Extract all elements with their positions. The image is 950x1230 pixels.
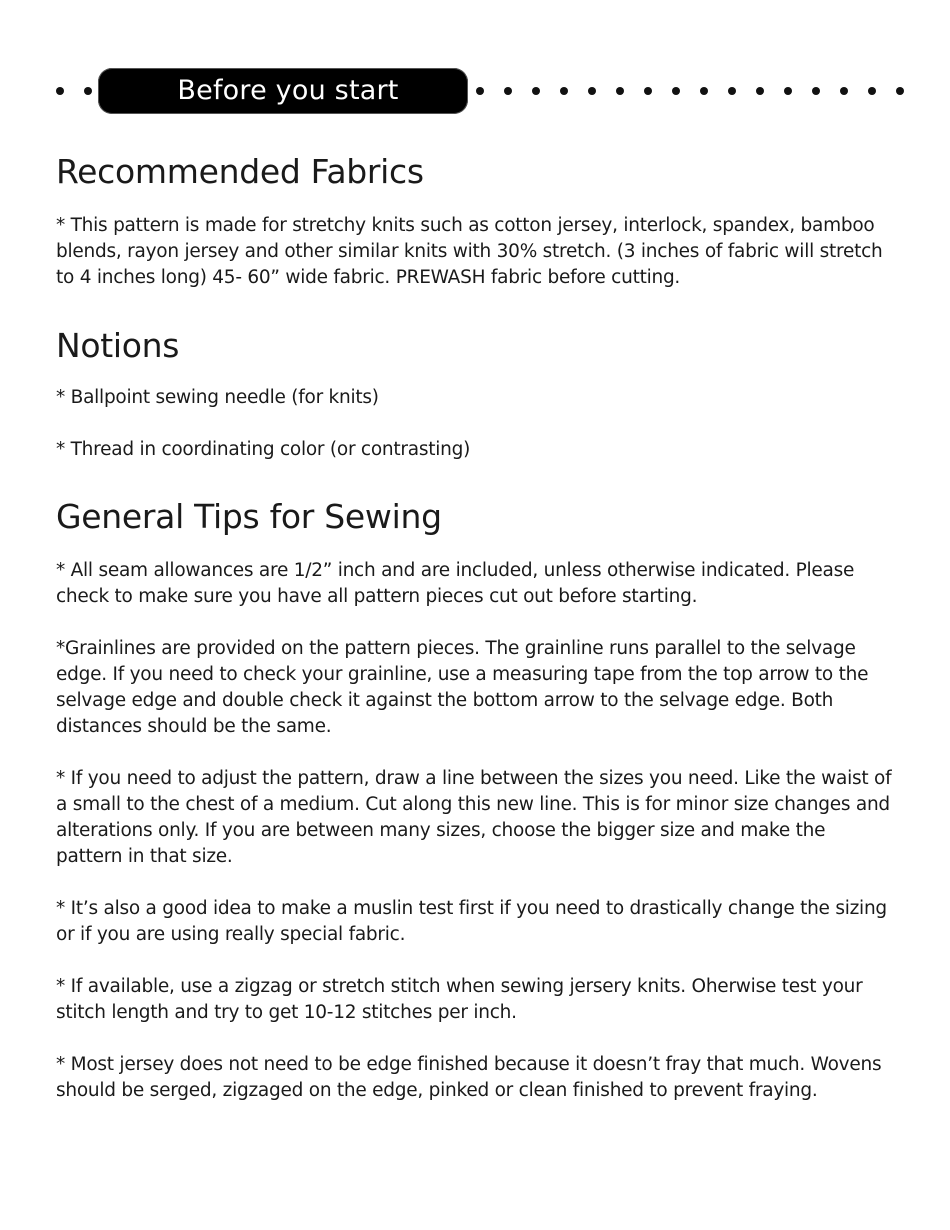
notion-item: * Thread in coordinating color (or contrasting) (56, 439, 471, 460)
bullet-dot-decoration (56, 87, 64, 95)
tip-paragraph: * If you need to adjust the pattern, draw a line between the sizes you need. Like the waist of a small to the chest of a medium. Cut along this new line. This is for minor size changes and alterations only. If you are between many sizes, choose the bigger size and make the pattern in that size. (56, 768, 892, 867)
fabrics-paragraph: * This pattern is made for stretchy knits such as cotton jersey, interlock, spandex, bamboo blends, rayon jersey and other similar knits with 30% stretch. (3 inches of fabric will stretch to 4 inches long) 45- 60” wide fabric. PREWASH fabric before cutting. (56, 215, 883, 288)
bullet-dot-decoration (868, 87, 876, 95)
tip-paragraph: * All seam allowances are 1/2” inch and are included, unless otherwise indicated. Please check to make sure you have all pattern pieces cut out before starting. (56, 560, 855, 607)
tip-paragraph: * Most jersey does not need to be edge finished because it doesn’t fray that much. Wovens should be serged, zigzaged on the edge, pinked or clean finished to prevent fraying. (56, 1054, 882, 1101)
bullet-dot-decoration (532, 87, 540, 95)
bullet-dot-decoration (84, 87, 92, 95)
heading-recommended-fabrics: Recommended Fabrics (56, 152, 424, 191)
tip-paragraph: * If available, use a zigzag or stretch stitch when sewing jersery knits. Oherwise test your stitch length and try to get 10-12 stitches per inch. (56, 976, 863, 1023)
tip-paragraph: *Grainlines are provided on the pattern pieces. The grainline runs parallel to the selvage edge. If you need to check your grainline, use a measuring tape from the top arrow to the selvage edge and double check it against the bottom arrow to the selvage edge. Both distances should be the same. (56, 638, 869, 737)
bullet-dot-decoration (784, 87, 792, 95)
banner-pill (98, 68, 468, 114)
bullet-dot-decoration (560, 87, 568, 95)
bullet-dot-decoration (616, 87, 624, 95)
section-banner (0, 66, 950, 116)
bullet-dot-decoration (700, 87, 708, 95)
bullet-dot-decoration (840, 87, 848, 95)
heading-notions: Notions (56, 326, 180, 365)
bullet-dot-decoration (728, 87, 736, 95)
bullet-dot-decoration (756, 87, 764, 95)
bullet-dot-decoration (588, 87, 596, 95)
bullet-dot-decoration (896, 87, 904, 95)
tip-paragraph: * It’s also a good idea to make a muslin test first if you need to drastically change the sizing or if you are using really special fabric. (56, 898, 887, 945)
bullet-dot-decoration (672, 87, 680, 95)
banner-title: Before you start (177, 75, 399, 106)
bullet-dot-decoration (812, 87, 820, 95)
notion-item: * Ballpoint sewing needle (for knits) (56, 387, 379, 408)
bullet-dot-decoration (476, 87, 484, 95)
document-body (56, 152, 896, 1104)
heading-general-tips: General Tips for Sewing (56, 497, 442, 536)
bullet-dot-decoration (504, 87, 512, 95)
bullet-dot-decoration (644, 87, 652, 95)
